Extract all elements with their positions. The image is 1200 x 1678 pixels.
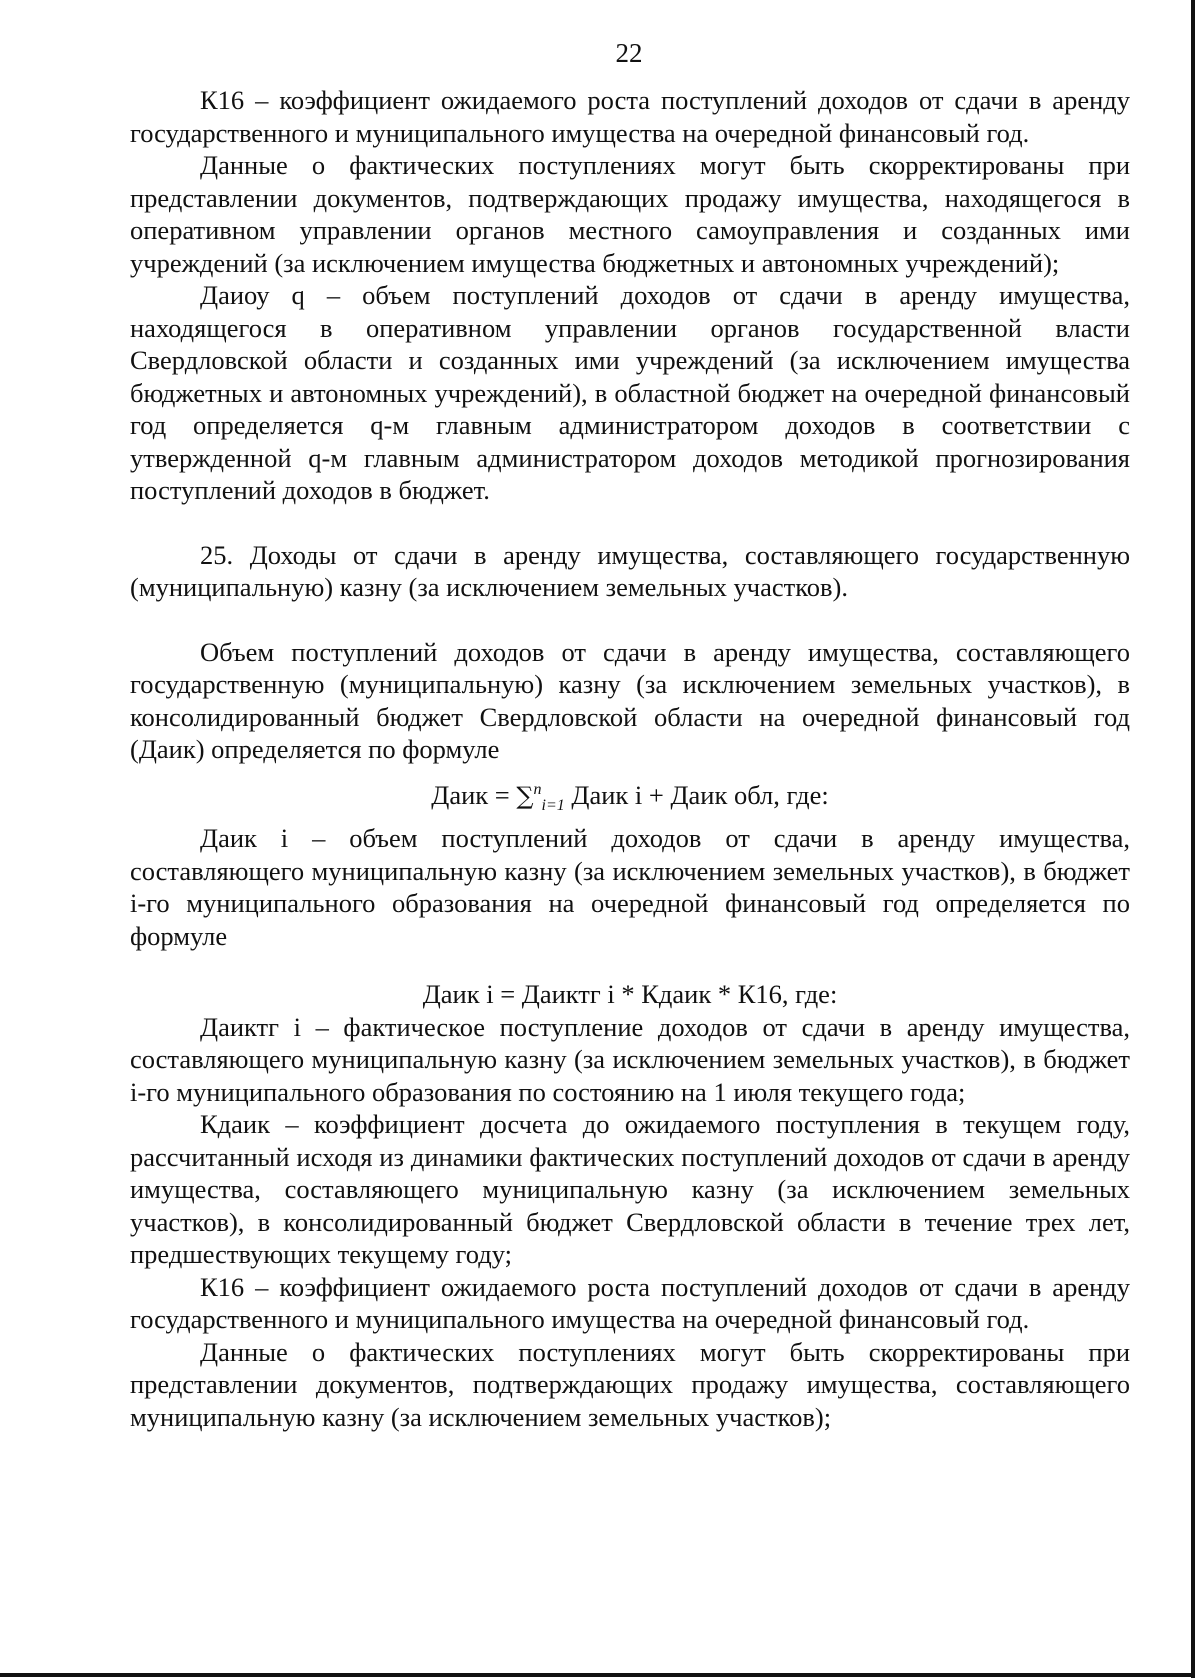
paragraph-k16-top: К16 – коэффициент ожидаемого роста поступлений доходов от сдачи в аренду государственного и муниципального имущества на очередной финансовый год. [130,85,1130,148]
document-body [130,84,1130,1433]
paragraph-data-correction-bottom: Данные о фактических поступлениях могут быть скорректированы при представлении документов, подтверждающих продажу имущества, составляющего муниципальную казну (за исключением земельных участков); [130,1336,1130,1432]
page-number: 22 [615,38,643,68]
formula-left: Даик = [431,779,517,810]
formula-daik-sum [130,774,1130,823]
paragraph-daik-i: Даик i – объем поступлений доходов от сдачи в аренду имущества, составляющего муниципальную казну (за исключением земельных участков), в бюджет i-го муниципального образования на очередной финансовый год определяется по формуле [130,823,1130,951]
sum-symbol: ∑ [516,781,534,810]
formula-daik-i: Даик i = Даиктг i * Кдаик * К16, где: [422,979,838,1010]
paragraph-data-correction-top: Данные о фактических поступлениях могут быть скорректированы при представлении документов, подтверждающих продажу имущества, находящегося в оперативном управлении органов местного самоуправления и созданных ими учреждений (за исключением имущества бюджетных и автономных учреждений); [130,150,1130,278]
section-heading-25: 25. Доходы от сдачи в аренду имущества, составляющего государственную (муниципальную) казну (за исключением земельных участков). [130,539,1130,602]
spacer [130,604,1130,636]
paragraph-intro-daik: Объем поступлений доходов от сдачи в аренду имущества, составляющего государственную (муниципальную) казну (за исключением земельных участков), в консолидированный бюджет Свердловской области на очередной финансовый год (Даик) определяется по формуле [130,636,1130,764]
paragraph-daiktg-i: Даиктг i – фактическое поступление доходов от сдачи в аренду имущества, составляющего муниципальную казну (за исключением земельных участков), в бюджет i-го муниципального образования по состоянию на 1 июля текущего года; [130,1011,1130,1107]
sum-upper-limit: n [533,780,542,798]
paragraph-daiou-q: Даиоу q – объем поступлений доходов от сдачи в аренду имущества, находящегося в оперативном управлении органов государственной власти Свердловской области и созданных ими учреждений (за исключением имущества бюджетных и автономных учреждений), в областной бюджет на очередной финансовый год определяется q-м главным администратором доходов в соответствии с утвержденной q-м главным администратором доходов методикой прогнозирования поступлений доходов в бюджет. [130,280,1130,505]
formula-right: Даик i + Даик обл, где: [564,779,829,810]
spacer [130,507,1130,539]
scan-edge-bottom [0,1673,1195,1677]
scan-edge-right [1191,0,1195,1678]
sum-lower-limit: i=1 [541,796,565,814]
paragraph-k16-bottom: К16 – коэффициент ожидаемого роста поступлений доходов от сдачи в аренду государственного и муниципального имущества на очередной финансовый год. [130,1271,1130,1335]
paragraph-kdaik: Кдаик – коэффициент досчета до ожидаемого поступления в текущем году, рассчитанный исходя из динамики фактических поступлений доходов от сдачи в аренду имущества, составляющего муниципальную казну (за исключением земельных участков), в консолидированный бюджет Свердловской области в течение трех лет, предшествующих текущему году; [130,1109,1130,1270]
